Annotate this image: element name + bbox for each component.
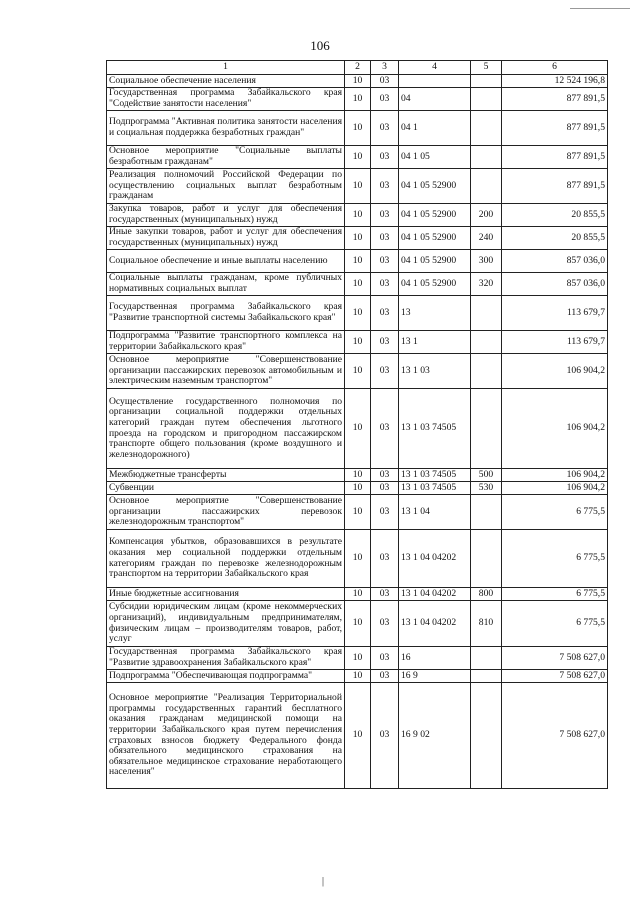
row-subsection: 03 <box>371 169 399 204</box>
row-amount: 877 891,5 <box>502 88 608 111</box>
row-subsection: 03 <box>371 588 399 601</box>
row-subsection: 03 <box>371 146 399 169</box>
row-target-article: 04 1 05 52900 <box>399 227 471 250</box>
row-amount: 6 775,5 <box>502 601 608 647</box>
row-subsection: 03 <box>371 469 399 482</box>
table-row <box>107 469 608 482</box>
row-subsection: 03 <box>371 250 399 273</box>
row-name: Подпрограмма "Обеспечивающая подпрограмма" <box>107 670 345 683</box>
row-section: 10 <box>345 647 371 670</box>
row-target-article: 13 1 03 74505 <box>399 482 471 495</box>
row-amount: 7 508 627,0 <box>502 683 608 789</box>
budget-table <box>106 60 608 789</box>
row-subsection: 03 <box>371 530 399 588</box>
row-expense-type <box>471 75 502 88</box>
row-target-article: 04 1 05 <box>399 146 471 169</box>
row-name: Реализация полномочий Российской Федерации по осуществлению социальных выплат безработным гражданам <box>107 169 345 204</box>
page-number: 106 <box>310 38 330 53</box>
row-expense-type <box>471 495 502 530</box>
row-section: 10 <box>345 146 371 169</box>
row-section: 10 <box>345 88 371 111</box>
row-target-article: 13 1 <box>399 331 471 354</box>
table-row <box>107 169 608 204</box>
row-subsection: 03 <box>371 227 399 250</box>
row-expense-type: 300 <box>471 250 502 273</box>
row-amount: 20 855,5 <box>502 227 608 250</box>
row-name: Государственная программа Забайкальского края "Содействие занятости населения" <box>107 88 345 111</box>
row-subsection: 03 <box>371 331 399 354</box>
row-expense-type <box>471 331 502 354</box>
row-target-article: 16 9 <box>399 670 471 683</box>
table-row <box>107 204 608 227</box>
row-amount: 106 904,2 <box>502 354 608 389</box>
row-name: Субсидии юридическим лицам (кроме некоммерческих организаций), индивидуальным предпринимателям, физическим лицам – производителям товаров, работ, услуг <box>107 601 345 647</box>
row-target-article: 13 1 04 04202 <box>399 530 471 588</box>
row-section: 10 <box>345 495 371 530</box>
row-name: Основное мероприятие "Реализация Территориальной программы государственных гарантий бесплатного оказания гражданам медицинской помощи на территории Забайкальского края путем перечисления страховых взносов бюджету Федерального фонда обязательного медицинского страхования на обязательное медицинское страхование неработающего населения" <box>107 683 345 789</box>
row-subsection: 03 <box>371 75 399 88</box>
row-subsection: 03 <box>371 354 399 389</box>
row-subsection: 03 <box>371 273 399 296</box>
row-target-article <box>399 75 471 88</box>
row-amount: 6 775,5 <box>502 588 608 601</box>
table-row <box>107 250 608 273</box>
row-section: 10 <box>345 227 371 250</box>
header-col-1: 1 <box>107 61 345 75</box>
row-amount: 106 904,2 <box>502 469 608 482</box>
table-row <box>107 111 608 146</box>
row-target-article: 13 1 04 04202 <box>399 601 471 647</box>
table-row <box>107 482 608 495</box>
header-col-5: 5 <box>471 61 502 75</box>
row-section: 10 <box>345 75 371 88</box>
row-section: 10 <box>345 273 371 296</box>
footer-mark: | <box>322 876 325 887</box>
table-row <box>107 146 608 169</box>
table-row <box>107 389 608 469</box>
row-section: 10 <box>345 389 371 469</box>
row-target-article: 04 <box>399 88 471 111</box>
table-row <box>107 296 608 331</box>
row-target-article: 13 1 04 04202 <box>399 588 471 601</box>
row-amount: 113 679,7 <box>502 331 608 354</box>
table-row <box>107 601 608 647</box>
row-name: Закупка товаров, работ и услуг для обеспечения государственных (муниципальных) нужд <box>107 204 345 227</box>
table-row <box>107 530 608 588</box>
row-name: Подпрограмма "Развитие транспортного комплекса на территории Забайкальского края" <box>107 331 345 354</box>
scan-edge-line <box>570 8 630 9</box>
row-target-article: 04 1 <box>399 111 471 146</box>
row-subsection: 03 <box>371 204 399 227</box>
row-name: Межбюджетные трансферты <box>107 469 345 482</box>
table-row <box>107 273 608 296</box>
row-name: Государственная программа Забайкальского края "Развитие транспортной системы Забайкальского края" <box>107 296 345 331</box>
row-name: Социальное обеспечение и иные выплаты населению <box>107 250 345 273</box>
row-subsection: 03 <box>371 683 399 789</box>
row-section: 10 <box>345 683 371 789</box>
row-target-article: 16 <box>399 647 471 670</box>
row-amount: 877 891,5 <box>502 146 608 169</box>
row-subsection: 03 <box>371 111 399 146</box>
row-target-article: 13 1 04 <box>399 495 471 530</box>
header-row <box>107 61 608 75</box>
row-expense-type <box>471 683 502 789</box>
header-col-4: 4 <box>399 61 471 75</box>
table-row <box>107 683 608 789</box>
row-section: 10 <box>345 670 371 683</box>
row-section: 10 <box>345 250 371 273</box>
header-col-6: 6 <box>502 61 608 75</box>
row-name: Государственная программа Забайкальского края "Развитие здравоохранения Забайкальского края" <box>107 647 345 670</box>
row-amount: 7 508 627,0 <box>502 670 608 683</box>
row-name: Осуществление государственного полномочия по организации социальной поддержки отдельных категорий граждан путем обеспечения льготного проезда на городском и пригородном пассажирском транспорте общего пользования (кроме воздушного и железнодорожного) <box>107 389 345 469</box>
row-subsection: 03 <box>371 296 399 331</box>
row-section: 10 <box>345 204 371 227</box>
row-expense-type <box>471 111 502 146</box>
row-amount: 20 855,5 <box>502 204 608 227</box>
row-subsection: 03 <box>371 647 399 670</box>
row-section: 10 <box>345 354 371 389</box>
table-header <box>107 61 608 75</box>
table-row <box>107 75 608 88</box>
row-section: 10 <box>345 530 371 588</box>
row-expense-type <box>471 296 502 331</box>
row-expense-type <box>471 670 502 683</box>
row-section: 10 <box>345 588 371 601</box>
row-expense-type: 500 <box>471 469 502 482</box>
table-row <box>107 495 608 530</box>
row-expense-type: 530 <box>471 482 502 495</box>
row-expense-type <box>471 88 502 111</box>
row-subsection: 03 <box>371 88 399 111</box>
table-row <box>107 88 608 111</box>
row-expense-type: 200 <box>471 204 502 227</box>
table-row <box>107 670 608 683</box>
row-amount: 106 904,2 <box>502 389 608 469</box>
row-target-article: 13 1 03 <box>399 354 471 389</box>
table-row <box>107 647 608 670</box>
row-name: Социальное обеспечение населения <box>107 75 345 88</box>
row-expense-type <box>471 647 502 670</box>
row-amount: 877 891,5 <box>502 169 608 204</box>
row-target-article: 13 1 03 74505 <box>399 469 471 482</box>
table-row <box>107 331 608 354</box>
row-amount: 113 679,7 <box>502 296 608 331</box>
row-amount: 857 036,0 <box>502 250 608 273</box>
row-expense-type: 810 <box>471 601 502 647</box>
row-name: Субвенции <box>107 482 345 495</box>
row-target-article: 13 <box>399 296 471 331</box>
row-expense-type <box>471 146 502 169</box>
table-row <box>107 227 608 250</box>
row-expense-type: 320 <box>471 273 502 296</box>
row-name: Основное мероприятие "Совершенствование организации пассажирских перевозок железнодорожным транспортом" <box>107 495 345 530</box>
row-target-article: 04 1 05 52900 <box>399 169 471 204</box>
row-name: Компенсация убытков, образовавшихся в результате оказания мер социальной поддержки отдельным категориям граждан по перевозке железнодорожным транспортом на территории Забайкальского края <box>107 530 345 588</box>
row-section: 10 <box>345 331 371 354</box>
row-amount: 6 775,5 <box>502 530 608 588</box>
header-col-2: 2 <box>345 61 371 75</box>
row-target-article: 04 1 05 52900 <box>399 273 471 296</box>
row-expense-type <box>471 389 502 469</box>
row-subsection: 03 <box>371 670 399 683</box>
row-amount: 877 891,5 <box>502 111 608 146</box>
row-subsection: 03 <box>371 601 399 647</box>
header-col-3: 3 <box>371 61 399 75</box>
row-name: Основное мероприятие "Совершенствование организации пассажирских перевозок автомобильным и электрическим наземным транспортом" <box>107 354 345 389</box>
row-amount: 7 508 627,0 <box>502 647 608 670</box>
row-section: 10 <box>345 482 371 495</box>
row-name: Иные закупки товаров, работ и услуг для обеспечения государственных (муниципальных) нужд <box>107 227 345 250</box>
row-section: 10 <box>345 601 371 647</box>
row-expense-type <box>471 354 502 389</box>
row-name: Основное мероприятие "Социальные выплаты безработным гражданам" <box>107 146 345 169</box>
row-section: 10 <box>345 111 371 146</box>
table-row <box>107 354 608 389</box>
row-section: 10 <box>345 469 371 482</box>
row-name: Иные бюджетные ассигнования <box>107 588 345 601</box>
row-target-article: 13 1 03 74505 <box>399 389 471 469</box>
row-name: Подпрограмма "Активная политика занятости населения и социальная поддержка безработных граждан" <box>107 111 345 146</box>
row-section: 10 <box>345 296 371 331</box>
row-target-article: 04 1 05 52900 <box>399 204 471 227</box>
row-expense-type <box>471 169 502 204</box>
row-target-article: 16 9 02 <box>399 683 471 789</box>
row-amount: 6 775,5 <box>502 495 608 530</box>
row-name: Социальные выплаты гражданам, кроме публичных нормативных социальных выплат <box>107 273 345 296</box>
row-expense-type <box>471 530 502 588</box>
row-amount: 857 036,0 <box>502 273 608 296</box>
row-subsection: 03 <box>371 482 399 495</box>
row-subsection: 03 <box>371 495 399 530</box>
row-section: 10 <box>345 169 371 204</box>
row-expense-type: 240 <box>471 227 502 250</box>
table-row <box>107 588 608 601</box>
row-expense-type: 800 <box>471 588 502 601</box>
row-target-article: 04 1 05 52900 <box>399 250 471 273</box>
row-amount: 12 524 196,8 <box>502 75 608 88</box>
row-amount: 106 904,2 <box>502 482 608 495</box>
table-body <box>107 75 608 789</box>
row-subsection: 03 <box>371 389 399 469</box>
